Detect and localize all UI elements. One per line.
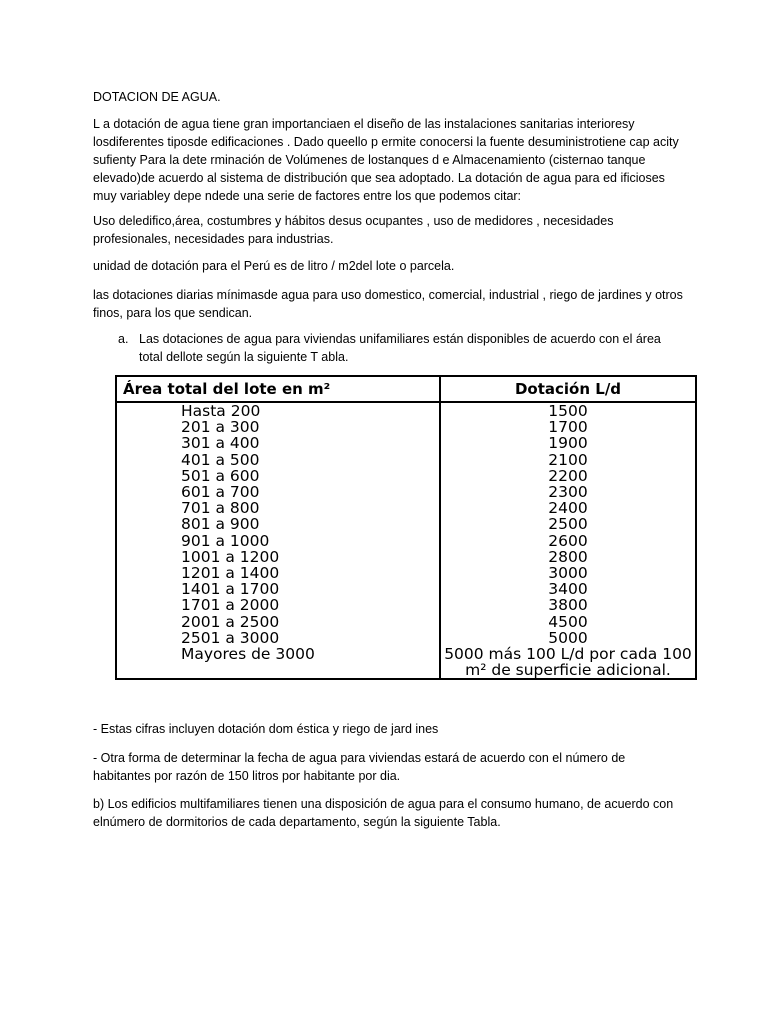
list-item-text: Las dotaciones de agua para viviendas unifamiliares están disponibles de acuerdo con el área total dellote según la siguiente T abla. [139, 332, 661, 364]
cell-area [117, 662, 440, 678]
table-row [117, 468, 695, 484]
table-row [117, 662, 695, 678]
cell-area: 201 a 300 [117, 419, 440, 435]
cell-area: 601 a 700 [117, 484, 440, 500]
cell-area: 801 a 900 [117, 516, 440, 532]
table-row [117, 646, 695, 662]
cell-dotation: 2500 [548, 515, 588, 534]
paragraph-unit: unidad de dotación para el Perú es de litro / m2del lote o parcela. [93, 259, 455, 273]
paragraph-multifamily: b) Los edificios multifamiliares tienen una disposición de agua para el consumo humano, de acuerdo con elnúmero de dormitorios de cada departamento, según la siguiente Tabla. [93, 797, 674, 829]
cell-area: 501 a 600 [117, 468, 440, 484]
cell-dotation: 1500 [548, 402, 588, 420]
cell-dotation: 2100 [548, 450, 588, 469]
table-body [117, 402, 695, 678]
cell-area: Mayores de 3000 [117, 646, 440, 662]
cell-area: 2501 a 3000 [117, 630, 440, 646]
cell-area: 2001 a 2500 [117, 614, 440, 630]
cell-dotation: 2400 [548, 499, 588, 518]
cell-dotation: 5000 más 100 L/d por cada 100 [444, 645, 692, 664]
cell-dotation: 3400 [548, 580, 588, 599]
cell-area: 301 a 400 [117, 435, 440, 451]
cell-dotation: 2200 [548, 466, 588, 485]
cell-area: 1401 a 1700 [117, 581, 440, 597]
dotation-table [115, 375, 697, 680]
table-row [117, 435, 695, 451]
header-dotation: Dotación L/d [440, 377, 695, 402]
cell-dotation: 2600 [548, 531, 588, 550]
document-title: DOTACION DE AGUA. [93, 90, 221, 104]
list-item-a [118, 330, 683, 366]
table-row [117, 500, 695, 516]
note-inhabitants: - Otra forma de determinar la fecha de agua para viviendas estará de acuerdo con el número de habitantes por razón de 150 litros por habitante por dia. [93, 751, 626, 783]
table-row [117, 565, 695, 581]
table-row [117, 402, 695, 419]
table-row [117, 452, 695, 468]
cell-area: 701 a 800 [117, 500, 440, 516]
paragraph-factors: Uso deledifico,área, costumbres y hábitos desus ocupantes , uso de medidores , necesidades profesionales, necesidades para industrias. [93, 214, 614, 246]
table-row [117, 533, 695, 549]
table-row [117, 614, 695, 630]
cell-area: 1001 a 1200 [117, 549, 440, 565]
cell-area: 901 a 1000 [117, 533, 440, 549]
cell-dotation: 3800 [548, 596, 588, 615]
cell-dotation: 2300 [548, 483, 588, 502]
cell-dotation: 3000 [548, 564, 588, 583]
table-row [117, 630, 695, 646]
paragraph-daily: las dotaciones diarias mínimasde agua para uso domestico, comercial, industrial , riego de jardines y otros finos, para los que sendican. [93, 288, 683, 320]
list-marker: a. [118, 332, 129, 346]
cell-dotation: m² de superficie adicional. [465, 661, 671, 680]
note-domestic: - Estas cifras incluyen dotación dom éstica y riego de jard ines [93, 722, 439, 736]
table-row [117, 597, 695, 613]
cell-dotation: 5000 [548, 628, 588, 647]
header-area: Área total del lote en m² [117, 377, 440, 402]
cell-dotation: 2800 [548, 547, 588, 566]
table-header-row [117, 377, 695, 402]
paragraph-intro: L a dotación de agua tiene gran importanciaen el diseño de las instalaciones sanitarias interioresy losdiferentes tiposde edificaciones . Dado queello p ermite conocersi la fuente desuministrotiene cap acity sufienty Para la dete rminación de Volúmenes de lostanques d e Almacenamiento (cisternao tanque elevado)de acuerdo al sistema de distribución que sea adoptado. La dotación de agua para ed ificioses muy variabley depe ndede una serie de factores entre los que podemos citar: [93, 117, 679, 203]
cell-dotation: 4500 [548, 612, 588, 631]
cell-dotation: 1700 [548, 418, 588, 437]
table-row [117, 516, 695, 532]
table-row [117, 549, 695, 565]
cell-area: 401 a 500 [117, 452, 440, 468]
cell-area: 1201 a 1400 [117, 565, 440, 581]
cell-area: Hasta 200 [117, 402, 440, 419]
table-row [117, 484, 695, 500]
cell-dotation: 1900 [548, 434, 588, 453]
table-row [117, 581, 695, 597]
cell-area: 1701 a 2000 [117, 597, 440, 613]
table-row [117, 419, 695, 435]
